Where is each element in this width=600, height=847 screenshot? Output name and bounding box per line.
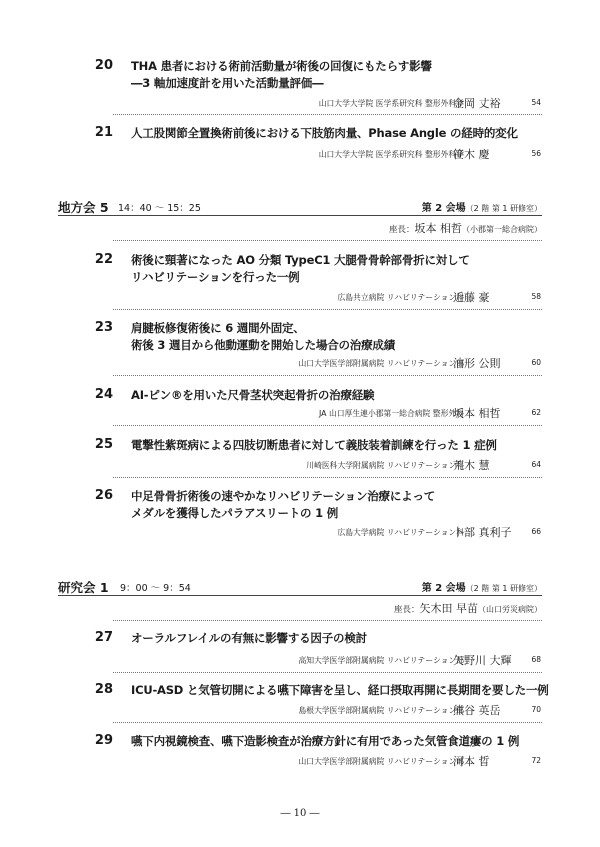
entry-author: 河本 晢: [453, 755, 490, 768]
separator: [113, 477, 542, 478]
entry-number: 27: [94, 630, 113, 645]
entry-affiliation: 島根大学医学部附属病院 リハビリテーション部: [298, 706, 464, 715]
separator: [113, 114, 542, 115]
entry-subtitle: リハビリテーションを行った一例: [131, 270, 300, 284]
entry-author: 荒木 慧: [453, 459, 490, 472]
entry-affiliation: 山口大学大学院 医学系研究科 整形外科学: [318, 99, 464, 108]
entry-author: 矢野川 大輝: [453, 654, 512, 667]
entry-number: 24: [94, 387, 113, 402]
entry-author: 金岡 丈裕: [453, 97, 501, 110]
entry-subtitle: メダルを獲得したパラアスリートの 1 例: [131, 506, 339, 520]
entry-affiliation: 山口大学大学院 医学系研究科 整形外科学: [318, 150, 464, 159]
entry-number: 20: [94, 58, 113, 73]
entry-author: 笹木 慶: [453, 148, 490, 161]
entry-affiliation: 川崎医科大学附属病院 リハビリテーション科: [306, 461, 464, 470]
entry-author: 坂本 相哲: [453, 407, 501, 420]
entry-page: 62: [531, 408, 541, 417]
entry-number: 29: [94, 733, 113, 748]
separator: [113, 425, 542, 426]
separator: [113, 309, 542, 310]
separator: [113, 722, 542, 723]
entry-page: 60: [531, 358, 541, 367]
entry-affiliation: 高知大学医学部附属病院 リハビリテーション部: [298, 656, 464, 665]
entry-author: 近藤 豪: [453, 291, 490, 304]
entry-page: 56: [531, 149, 541, 158]
chair-name: 矢木田 早苗: [419, 602, 478, 615]
entry-title: ICU-ASD と気管切開による嚥下障害を呈し、経口摂取再開に長期間を要した一例: [131, 683, 549, 697]
entry-page: 70: [531, 705, 541, 714]
session-rule: [58, 595, 542, 596]
page-number: ― 10 ―: [280, 808, 320, 819]
entry-subtitle: 術後 3 週目から他動運動を開始した場合の治療成績: [131, 338, 396, 352]
entry-author: 卜部 真利子: [453, 526, 512, 539]
room-detail: （2 階 第 1 研修室）: [465, 584, 542, 593]
chair-label: 座長：: [388, 225, 415, 235]
entry-title: THA 患者における術前活動量が術後の回復にもたらす影響: [131, 59, 432, 73]
session-title: 地方会 5: [58, 200, 109, 215]
entry-title: 術後に頸著になった AO 分類 TypeC1 大腿骨骨幹部骨折に対して: [131, 253, 470, 267]
entry-page: 54: [531, 98, 541, 107]
entry-page: 66: [531, 527, 541, 536]
separator: [113, 672, 542, 673]
entry-title: AI-ピン®を用いた尺骨茎状突起骨折の治療経験: [131, 388, 375, 402]
entry-affiliation: 山口大学医学部附属病院 リハビリテーション部: [298, 359, 464, 368]
room-name: 第 2 会場: [421, 583, 466, 594]
entry-title: 電撃性紫斑病による四肢切断患者に対して義肢装着訓練を行った 1 症例: [131, 438, 497, 452]
entry-number: 28: [94, 682, 113, 697]
session-title: 研究会 1: [58, 580, 109, 595]
entry-page: 58: [531, 292, 541, 301]
entry-page: 72: [531, 756, 541, 765]
entry-page: 68: [531, 655, 541, 664]
entry-page: 64: [531, 460, 541, 469]
separator: [113, 240, 542, 241]
separator: [113, 620, 542, 621]
entry-number: 21: [94, 125, 113, 140]
chair-label: 座長：: [393, 605, 420, 615]
entry-number: 25: [94, 437, 113, 452]
separator: [113, 375, 542, 376]
session-chair: [389, 220, 542, 236]
session-room: [422, 199, 542, 214]
session-room: [422, 579, 542, 594]
entry-author: 油形 公則: [453, 357, 501, 370]
entry-affiliation: 山口大学医学部附属病院 リハビリテーション部: [298, 757, 464, 766]
entry-number: 26: [94, 488, 113, 503]
session-rule: [58, 215, 542, 216]
room-detail: （2 階 第 1 研修室）: [465, 204, 542, 213]
chair-institution: （小郡第一総合病院）: [462, 225, 542, 234]
entry-title: 肩腱板修復術後に 6 週間外固定、: [131, 321, 305, 335]
entry-affiliation: 広島共立病院 リハビリテーション科: [337, 293, 464, 302]
entry-title: 中足骨骨折術後の速やかなリハビリテーション治療によって: [131, 489, 436, 503]
entry-number: 22: [94, 252, 113, 267]
entry-subtitle: ―3 軸加速度計を用いた活動量評価―: [131, 76, 324, 90]
entry-author: 熊谷 英岳: [453, 704, 501, 717]
entry-number: 23: [94, 320, 113, 335]
session-time: 9：00 ～ 9：54: [120, 583, 191, 594]
chair-institution: （山口労災病院）: [478, 605, 542, 614]
session-time: 14：40 ～ 15：25: [118, 203, 201, 214]
entry-title: オーラルフレイルの有無に影響する因子の検討: [131, 631, 367, 645]
entry-title: 人工股関節全置換術前後における下肢筋肉量、Phase Angle の経時的変化: [131, 126, 518, 140]
session-chair: [394, 600, 542, 616]
entry-title: 嚥下内視鏡検査、嚥下造影検査が治療方針に有用であった気管食道瘻の 1 例: [131, 734, 520, 748]
entry-affiliation: JA 山口厚生連小郡第一総合病院 整形外科: [319, 409, 464, 418]
entry-affiliation: 広島大学病院 リハビリテーション科: [337, 528, 464, 537]
room-name: 第 2 会場: [421, 203, 466, 214]
chair-name: 坂本 相哲: [414, 222, 462, 235]
